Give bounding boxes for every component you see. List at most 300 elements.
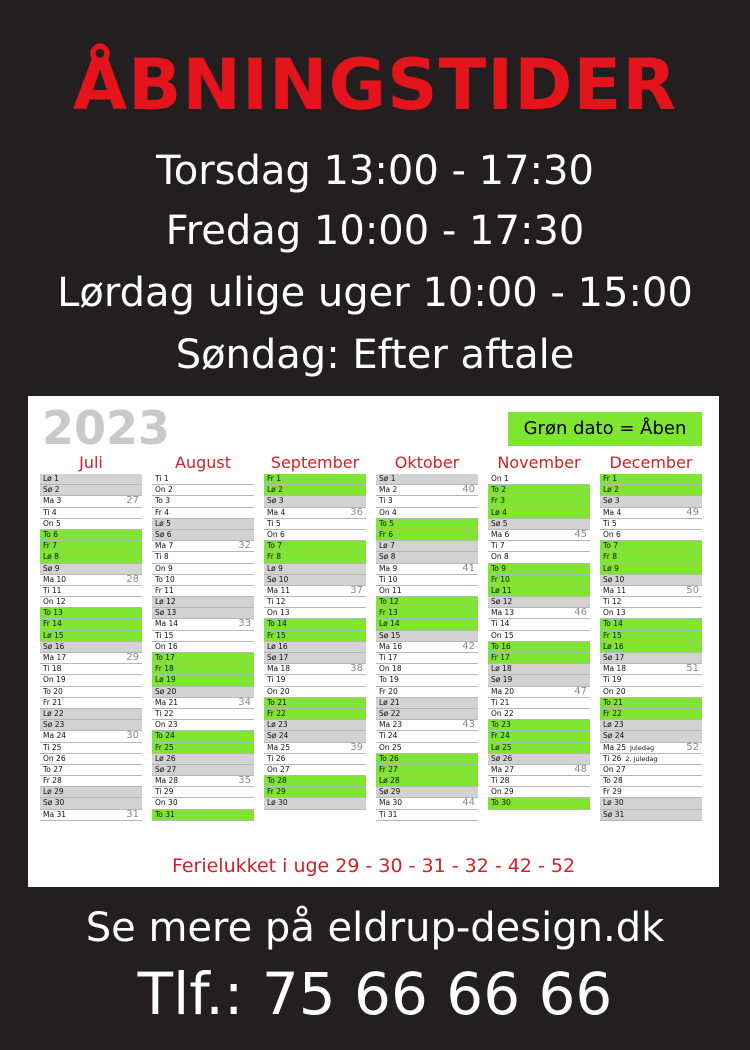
day-label: Ti 24 <box>379 731 398 741</box>
day-label: Sø 6 <box>155 529 172 539</box>
day-label: Fr 14 <box>43 619 62 629</box>
day-row <box>152 743 254 754</box>
day-row <box>488 508 590 519</box>
month-column <box>376 452 478 821</box>
day-row <box>600 608 702 619</box>
day-row <box>600 474 702 485</box>
day-row <box>488 731 590 742</box>
day-row <box>376 564 478 575</box>
day-label: On 27 <box>267 764 290 774</box>
day-label: Sø 17 <box>603 653 625 662</box>
day-label: Fr 28 <box>43 776 62 786</box>
day-label: Fr 29 <box>267 787 286 797</box>
day-label: Ma 17 <box>43 653 66 662</box>
day-row <box>488 586 590 597</box>
day-row <box>600 798 702 809</box>
day-row <box>488 787 590 798</box>
day-row <box>152 552 254 563</box>
day-row <box>488 709 590 720</box>
day-row <box>152 798 254 809</box>
day-label: To 9 <box>491 563 507 573</box>
day-label: To 13 <box>43 608 63 618</box>
day-label: Lø 9 <box>267 563 283 573</box>
day-row <box>40 754 142 765</box>
day-label: Fr 27 <box>379 764 398 774</box>
day-row <box>152 754 254 765</box>
day-label: Ma 4 <box>267 507 286 517</box>
month-column <box>152 452 254 821</box>
day-row <box>488 530 590 541</box>
day-row <box>40 709 142 720</box>
day-row <box>152 619 254 630</box>
week-number: 34 <box>238 696 251 708</box>
day-label: Sø 12 <box>491 597 513 607</box>
week-number: 44 <box>462 797 475 809</box>
day-row <box>40 608 142 619</box>
day-row <box>264 664 366 675</box>
day-label: Sø 16 <box>43 641 65 651</box>
day-row <box>152 485 254 496</box>
hours-saturday: Lørdag ulige uger 10:00 - 15:00 <box>57 270 693 316</box>
day-label: Ti 14 <box>491 619 510 629</box>
calendar-year: 2023 <box>42 401 171 455</box>
day-label: Sø 23 <box>43 720 65 730</box>
day-label: Lø 11 <box>491 585 512 595</box>
day-label: Lø 1 <box>43 474 59 483</box>
week-number: 37 <box>350 584 363 596</box>
day-label: To 26 <box>379 753 399 763</box>
day-row <box>264 754 366 765</box>
day-label: On 18 <box>379 664 402 674</box>
day-label: Lø 16 <box>267 641 288 651</box>
day-label: Ma 23 <box>379 720 402 730</box>
day-label: Ma 28 <box>155 776 178 786</box>
month-name: November <box>497 453 581 472</box>
month-column <box>40 452 142 821</box>
day-row <box>376 496 478 507</box>
day-label: Ti 26 <box>267 753 286 763</box>
day-row <box>488 564 590 575</box>
day-row <box>600 675 702 686</box>
day-row <box>488 664 590 675</box>
day-label: Ti 5 <box>267 518 281 528</box>
week-number: 38 <box>350 663 363 675</box>
week-number: 45 <box>574 528 587 540</box>
day-row <box>40 765 142 776</box>
day-row <box>264 474 366 485</box>
day-row <box>40 698 142 709</box>
day-label: Ma 6 <box>491 529 510 539</box>
day-row <box>376 642 478 653</box>
day-row <box>152 787 254 798</box>
day-label: Ma 25 <box>603 742 626 752</box>
week-number: 29 <box>126 652 139 663</box>
day-label: To 3 <box>155 496 171 506</box>
day-label: Sø 26 <box>491 753 513 763</box>
day-label: Fr 3 <box>491 496 506 506</box>
day-label: Ma 13 <box>491 608 514 618</box>
day-label: On 26 <box>43 753 66 763</box>
day-row <box>600 530 702 541</box>
day-label: Ti 12 <box>603 597 622 607</box>
day-row <box>152 731 254 742</box>
day-label: Lø 8 <box>43 552 59 562</box>
day-row <box>488 541 590 552</box>
day-row <box>40 530 142 541</box>
day-row <box>376 508 478 519</box>
day-label: Ma 21 <box>155 697 178 707</box>
day-label: Fr 8 <box>267 552 282 562</box>
day-label: On 13 <box>603 608 626 618</box>
day-row <box>600 519 702 530</box>
day-row <box>600 619 702 630</box>
day-label: Ti 7 <box>491 541 505 551</box>
day-label: Lø 5 <box>155 518 171 528</box>
day-label: To 19 <box>379 675 399 685</box>
day-row <box>40 586 142 597</box>
day-label: Lø 19 <box>155 675 176 685</box>
day-label: Fr 20 <box>379 686 398 696</box>
day-label: On 12 <box>43 597 66 607</box>
week-number: 39 <box>350 741 363 753</box>
day-label: Lø 2 <box>267 485 283 495</box>
day-label: On 2 <box>155 485 173 495</box>
day-row <box>488 776 590 787</box>
day-label: Ti 31 <box>379 809 398 819</box>
day-row <box>488 619 590 630</box>
day-label: Ma 4 <box>603 507 622 517</box>
day-label: Lø 29 <box>43 787 64 797</box>
month-column <box>600 452 702 821</box>
day-row <box>40 787 142 798</box>
day-label: Fr 8 <box>603 552 618 562</box>
day-label: Sø 17 <box>267 653 289 662</box>
day-label: On 5 <box>43 518 61 528</box>
day-row <box>488 687 590 698</box>
day-row <box>488 552 590 563</box>
day-label: Sø 15 <box>379 630 401 640</box>
holiday-note: Juledag <box>630 743 655 752</box>
day-row <box>264 743 366 754</box>
holiday-note: 2. juledag <box>625 754 658 763</box>
day-row <box>600 664 702 675</box>
day-label: Ma 7 <box>155 541 174 551</box>
day-label: Lø 25 <box>491 742 512 752</box>
day-label: Lø 16 <box>603 641 624 651</box>
day-label: Ti 28 <box>491 776 510 786</box>
day-label: Lø 4 <box>491 507 507 517</box>
day-row <box>376 810 478 821</box>
day-label: Ti 15 <box>155 630 174 640</box>
month-column <box>264 452 366 810</box>
hours-thursday: Torsdag 13:00 - 17:30 <box>156 148 594 194</box>
day-label: Fr 25 <box>155 742 174 752</box>
week-number: 47 <box>574 685 587 697</box>
day-label: Ma 16 <box>379 641 402 651</box>
day-row <box>600 709 702 720</box>
day-label: On 6 <box>603 529 621 539</box>
day-label: Fr 29 <box>603 787 622 797</box>
day-label: Sø 13 <box>155 608 177 618</box>
day-label: On 20 <box>267 686 290 696</box>
day-label: On 30 <box>155 798 178 808</box>
day-label: To 17 <box>155 653 175 662</box>
day-label: On 11 <box>379 585 402 595</box>
week-number: 46 <box>574 607 587 619</box>
day-label: On 15 <box>491 630 514 640</box>
day-row <box>600 631 702 642</box>
day-label: Fr 22 <box>267 708 286 718</box>
day-row <box>152 664 254 675</box>
day-label: Ti 19 <box>603 675 622 685</box>
day-row <box>488 496 590 507</box>
week-number: 30 <box>126 730 139 742</box>
day-row <box>264 787 366 798</box>
day-row <box>152 508 254 519</box>
day-label: Lø 28 <box>379 776 400 786</box>
week-number: 33 <box>238 618 251 630</box>
day-label: Lø 14 <box>379 619 400 629</box>
week-number: 27 <box>126 495 139 507</box>
day-row <box>600 687 702 698</box>
day-label: Sø 10 <box>603 574 625 584</box>
day-row <box>264 631 366 642</box>
day-label: Lø 26 <box>155 753 176 763</box>
day-row <box>40 552 142 563</box>
day-label: Ma 27 <box>491 764 514 774</box>
day-label: Ma 30 <box>379 798 402 808</box>
day-row <box>40 508 142 519</box>
day-label: Ti 26 <box>603 753 622 763</box>
day-label: Fr 4 <box>155 507 170 517</box>
day-row <box>264 619 366 630</box>
day-row <box>376 687 478 698</box>
week-number: 52 <box>686 741 699 753</box>
day-row <box>152 496 254 507</box>
day-label: Ma 24 <box>43 731 66 741</box>
day-row <box>264 508 366 519</box>
day-label: Ti 19 <box>267 675 286 685</box>
day-label: Ma 31 <box>43 809 66 819</box>
day-row <box>152 698 254 709</box>
week-number: 43 <box>462 719 475 731</box>
day-label: Ti 3 <box>379 496 393 506</box>
day-label: Sø 27 <box>155 764 177 774</box>
phone-line: Tlf.: 75 66 66 66 <box>137 960 613 1028</box>
day-row <box>376 664 478 675</box>
day-row <box>600 776 702 787</box>
day-row <box>40 687 142 698</box>
day-label: Lø 9 <box>603 563 619 573</box>
day-label: Ti 21 <box>491 697 510 707</box>
day-label: On 27 <box>603 764 626 774</box>
day-label: Ma 3 <box>43 496 62 506</box>
calendar-panel <box>28 396 719 887</box>
day-label: To 14 <box>603 619 623 629</box>
day-row <box>600 765 702 776</box>
day-label: Sø 19 <box>491 675 513 685</box>
day-row <box>600 698 702 709</box>
day-label: Ma 18 <box>267 664 290 674</box>
week-number: 36 <box>350 506 363 518</box>
day-label: Fr 6 <box>379 529 394 539</box>
day-row <box>40 597 142 608</box>
day-row <box>152 810 254 821</box>
day-row <box>488 575 590 586</box>
day-label: Lø 18 <box>491 664 512 674</box>
day-label: To 7 <box>267 541 283 551</box>
day-label: Ma 11 <box>267 585 290 595</box>
day-row <box>264 720 366 731</box>
day-row <box>264 519 366 530</box>
day-label: Lø 15 <box>43 630 64 640</box>
day-row <box>600 787 702 798</box>
day-row <box>40 653 142 664</box>
day-row <box>376 776 478 787</box>
day-label: Fr 1 <box>603 474 618 483</box>
day-row <box>376 698 478 709</box>
day-row <box>376 485 478 496</box>
day-row <box>488 653 590 664</box>
day-row <box>376 720 478 731</box>
day-row <box>376 575 478 586</box>
day-label: Fr 22 <box>603 708 622 718</box>
day-label: To 5 <box>379 518 395 528</box>
page-title: ÅBNINGSTIDER <box>72 44 678 126</box>
day-row <box>600 720 702 731</box>
day-label: Fr 1 <box>267 474 282 483</box>
day-row <box>376 798 478 809</box>
day-row <box>264 698 366 709</box>
week-number: 48 <box>574 763 587 775</box>
day-row <box>488 698 590 709</box>
day-label: On 23 <box>155 720 178 730</box>
day-label: Sø 24 <box>267 731 289 741</box>
day-label: Ti 1 <box>155 474 169 483</box>
day-row <box>376 530 478 541</box>
day-label: Sø 31 <box>603 809 625 819</box>
day-label: To 10 <box>155 574 175 584</box>
website-line: Se mere på eldrup-design.dk <box>85 905 665 951</box>
day-row <box>488 720 590 731</box>
day-label: Ti 4 <box>43 507 57 517</box>
hours-friday: Fredag 10:00 - 17:30 <box>165 208 585 254</box>
day-label: To 7 <box>603 541 619 551</box>
day-row <box>376 519 478 530</box>
month-name: August <box>175 453 231 472</box>
day-label: Sø 3 <box>603 496 620 506</box>
day-label: Fr 13 <box>379 608 398 618</box>
day-row <box>600 541 702 552</box>
day-label: On 4 <box>379 507 397 517</box>
day-row <box>264 675 366 686</box>
week-number: 50 <box>686 584 699 596</box>
day-row <box>600 642 702 653</box>
day-row <box>488 474 590 485</box>
day-row <box>488 485 590 496</box>
day-label: Sø 5 <box>491 518 508 528</box>
day-row <box>600 586 702 597</box>
day-row <box>264 642 366 653</box>
month-name: Oktober <box>394 453 460 472</box>
day-row <box>40 743 142 754</box>
week-number: 51 <box>686 663 699 675</box>
day-label: Ma 18 <box>603 664 626 674</box>
day-row <box>376 653 478 664</box>
day-label: Fr 21 <box>43 697 62 707</box>
day-row <box>40 519 142 530</box>
day-row <box>40 731 142 742</box>
day-label: Lø 7 <box>379 541 395 551</box>
day-label: To 24 <box>155 731 175 741</box>
day-label: Ma 9 <box>379 563 398 573</box>
day-label: On 25 <box>379 742 402 752</box>
day-label: Ti 17 <box>379 653 398 662</box>
day-label: Ti 18 <box>43 664 62 674</box>
day-row <box>40 619 142 630</box>
day-row <box>152 474 254 485</box>
day-label: Sø 22 <box>379 708 401 718</box>
week-number: 31 <box>126 808 139 820</box>
day-label: To 6 <box>43 529 59 539</box>
day-row <box>600 485 702 496</box>
day-row <box>152 675 254 686</box>
day-row <box>40 675 142 686</box>
day-label: To 28 <box>603 776 623 786</box>
day-label: To 23 <box>491 720 511 730</box>
day-row <box>376 619 478 630</box>
day-label: To 16 <box>491 641 511 651</box>
day-row <box>40 474 142 485</box>
day-label: Ti 8 <box>155 552 169 562</box>
day-label: To 2 <box>491 485 507 495</box>
day-row <box>40 541 142 552</box>
day-label: Sø 24 <box>603 731 625 741</box>
day-row <box>600 508 702 519</box>
day-row <box>152 575 254 586</box>
day-label: Ti 12 <box>267 597 286 607</box>
day-label: Fr 15 <box>267 630 286 640</box>
day-label: Sø 2 <box>43 485 60 495</box>
day-label: To 28 <box>267 776 287 786</box>
day-label: To 30 <box>491 798 511 808</box>
day-label: To 21 <box>267 697 287 707</box>
day-row <box>40 496 142 507</box>
day-label: Sø 1 <box>379 474 396 483</box>
day-label: Ti 29 <box>155 787 174 797</box>
day-label: To 27 <box>43 764 63 774</box>
day-label: Ti 11 <box>43 585 62 595</box>
day-row <box>264 541 366 552</box>
day-label: Lø 23 <box>603 720 624 730</box>
day-row <box>264 597 366 608</box>
day-label: On 19 <box>43 675 66 685</box>
week-number: 28 <box>126 573 139 585</box>
day-row <box>264 687 366 698</box>
week-number: 32 <box>238 540 251 552</box>
day-row <box>376 731 478 742</box>
day-label: Fr 18 <box>155 664 174 674</box>
day-row <box>152 642 254 653</box>
day-row <box>40 664 142 675</box>
day-row <box>376 743 478 754</box>
day-row <box>152 709 254 720</box>
day-label: On 9 <box>155 563 173 573</box>
day-row <box>152 631 254 642</box>
day-row <box>376 597 478 608</box>
day-label: On 13 <box>267 608 290 618</box>
day-row <box>264 564 366 575</box>
